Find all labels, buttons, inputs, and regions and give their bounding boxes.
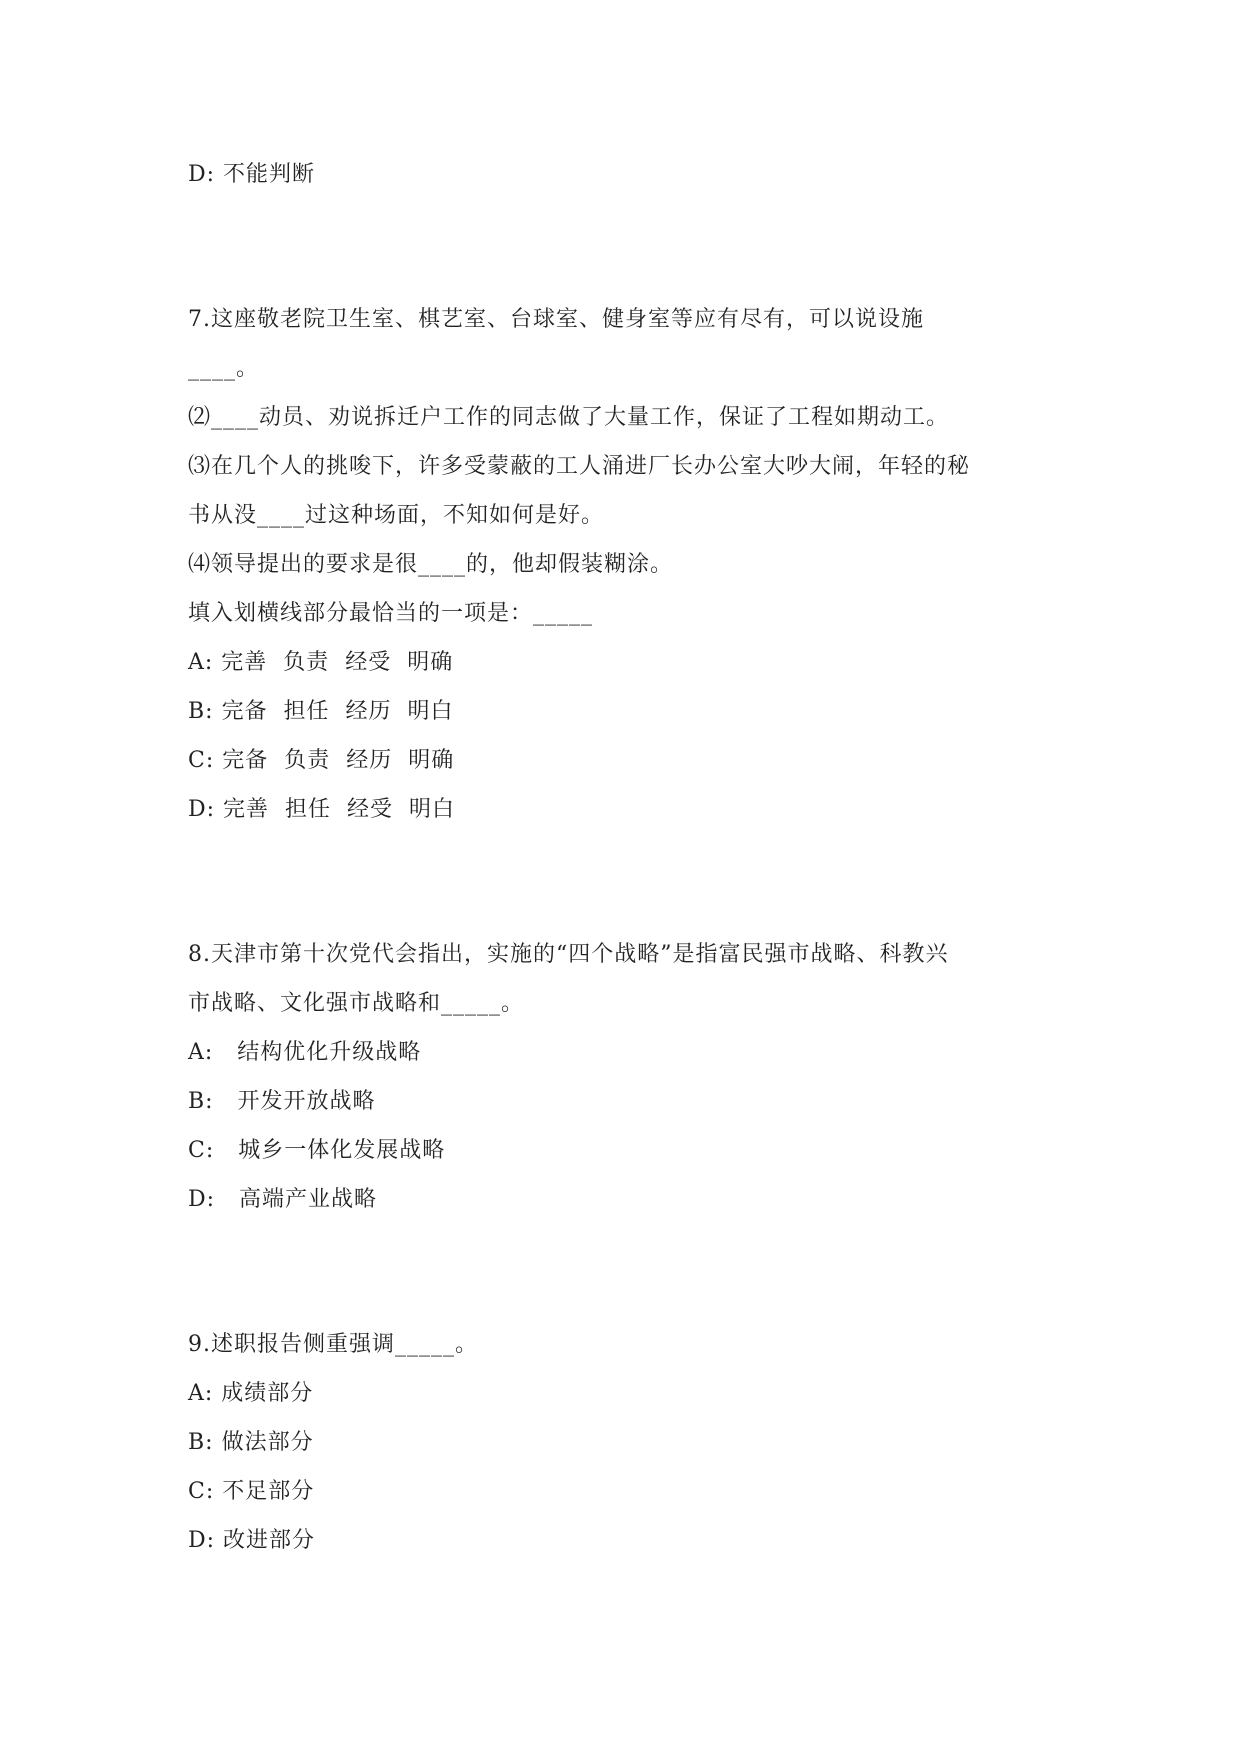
q9-option-b: B: 做法部分 xyxy=(188,1430,314,1455)
q9-option-c: C: 不足部分 xyxy=(188,1479,315,1504)
q7-item3-line2: 书从没____过这种场面，不知如何是好。 xyxy=(188,503,605,528)
q8-stem-line1: 8.天津市第十次党代会指出，实施的“四个战略”是指富民强市战略、科教兴 xyxy=(188,942,949,967)
q7-item4: ⑷领导提出的要求是很____的，他却假装糊涂。 xyxy=(188,552,674,577)
q8-stem-line2: 市战略、文化强市战略和_____。 xyxy=(188,991,525,1016)
q7-option-c: C: 完备 负责 经历 明确 xyxy=(188,748,455,773)
q7-prompt: 填入划横线部分最恰当的一项是：_____ xyxy=(188,601,594,626)
q7-stem-line1: 7.这座敬老院卫生室、棋艺室、台球室、健身室等应有尽有，可以说设施 xyxy=(188,307,924,332)
q8-option-d: D: 高端产业战略 xyxy=(188,1187,378,1212)
q9-stem: 9.述职报告侧重强调_____。 xyxy=(188,1332,478,1357)
q7-stem-line2: ____。 xyxy=(188,356,260,381)
q9-option-a: A: 成绩部分 xyxy=(188,1381,314,1406)
q7-item2: ⑵____动员、劝说拆迁户工作的同志做了大量工作，保证了工程如期动工。 xyxy=(188,405,950,430)
q7-item3-line1: ⑶在几个人的挑唆下，许多受蒙蔽的工人涌进厂长办公室大吵大闹，年轻的秘 xyxy=(188,454,971,479)
q7-option-d: D: 完善 担任 经受 明白 xyxy=(188,797,456,822)
q8-option-c: C: 城乡一体化发展战略 xyxy=(188,1138,446,1163)
q7-option-b: B: 完备 担任 经历 明白 xyxy=(188,699,454,724)
q8-option-b: B: 开发开放战略 xyxy=(188,1089,376,1114)
prev-option-d: D: 不能判断 xyxy=(188,162,316,187)
q7-option-a: A: 完善 负责 经受 明确 xyxy=(188,650,454,675)
q8-option-a: A: 结构优化升级战略 xyxy=(188,1040,422,1065)
q9-option-d: D: 改进部分 xyxy=(188,1528,316,1553)
